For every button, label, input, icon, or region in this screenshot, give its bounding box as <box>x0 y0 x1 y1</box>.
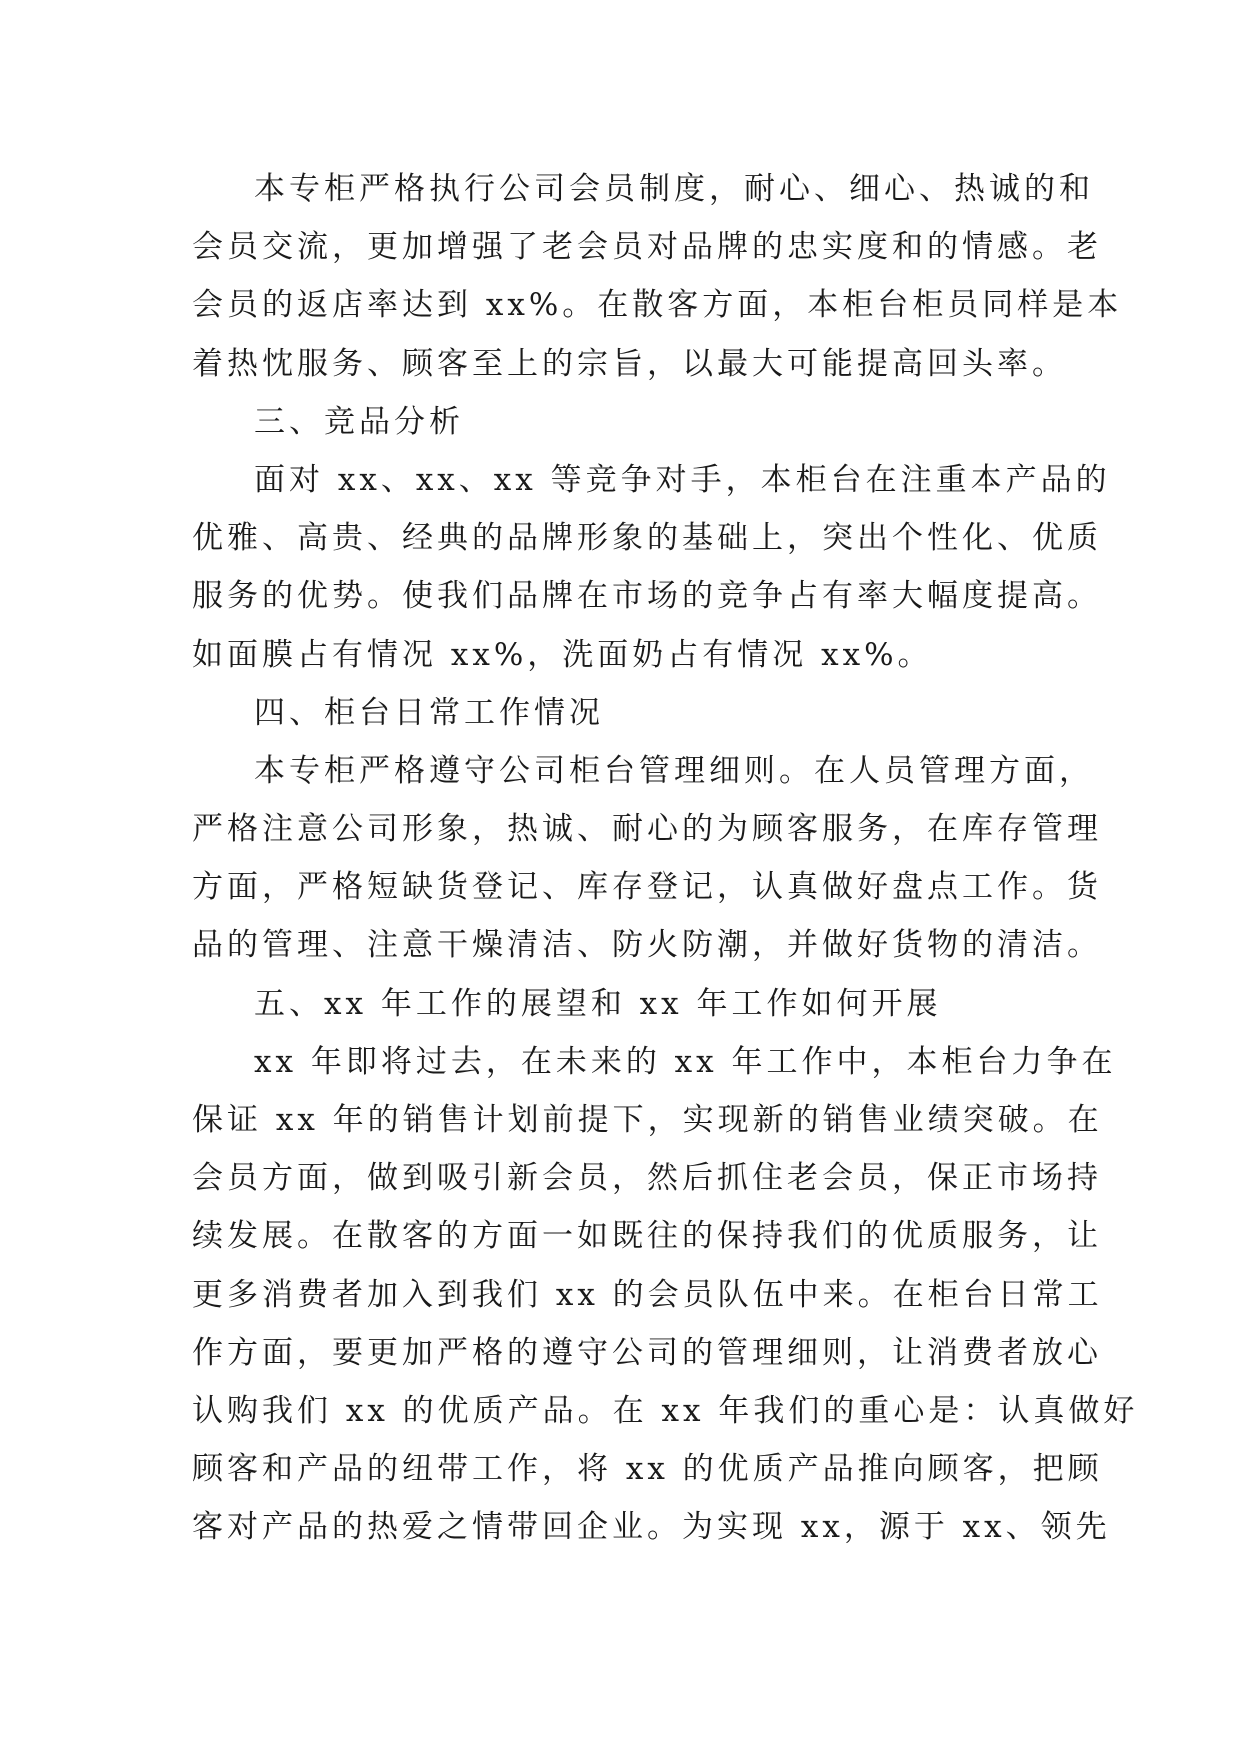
text-line: 严格注意公司形象，热诚、耐心的为顾客服务，在库存管理 <box>192 811 1102 848</box>
text-line: 三、竞品分析 <box>254 403 464 440</box>
text-line: 服务的优势。使我们品牌在市场的竞争占有率大幅度提高。 <box>192 578 1102 615</box>
text-line: 保证 xx 年的销售计划前提下，实现新的销售业绩突破。在 <box>192 1102 1103 1138</box>
document-body <box>192 160 1139 1557</box>
text-line: 四、柜台日常工作情况 <box>254 694 604 731</box>
text-line: 品的管理、注意干燥清洁、防火防潮，并做好货物的清洁。 <box>192 927 1102 964</box>
text-line: 面对 xx、xx、xx 等竞争对手，本柜台在注重本产品的 <box>254 461 1111 498</box>
text-line: 顾客和产品的纽带工作，将 xx 的优质产品推向顾客，把顾 <box>192 1451 1103 1488</box>
text-line: 五、xx 年工作的展望和 xx 年工作如何开展 <box>254 985 942 1022</box>
text-line: 会员交流，更加增强了老会员对品牌的忠实度和的情感。老 <box>192 229 1102 266</box>
text-line: 续发展。在散客的方面一如既往的保持我们的优质服务，让 <box>192 1218 1102 1255</box>
text-line: 优雅、高贵、经典的品牌形象的基础上，突出个性化、优质 <box>192 520 1102 557</box>
text-line: 作方面，要更加严格的遵守公司的管理细则，让消费者放心 <box>192 1334 1102 1371</box>
text-line: xx 年即将过去，在未来的 xx 年工作中，本柜台力争在 <box>254 1043 1117 1080</box>
text-line: 会员方面，做到吸引新会员，然后抓住老会员，保正市场持 <box>192 1160 1102 1197</box>
text-line: 如面膜占有情况 xx%，洗面奶占有情况 xx%。 <box>192 636 933 673</box>
text-line: 客对产品的热爱之情带回企业。为实现 xx，源于 xx、领先 <box>192 1509 1111 1546</box>
text-line: 更多消费者加入到我们 xx 的会员队伍中来。在柜台日常工 <box>192 1276 1103 1313</box>
text-line: 认购我们 xx 的优质产品。在 xx 年我们的重心是：认真做好 <box>192 1392 1139 1429</box>
text-line: 本专柜严格遵守公司柜台管理细则。在人员管理方面， <box>254 752 1094 789</box>
text-line: 方面，严格短缺货登记、库存登记，认真做好盘点工作。货 <box>192 869 1102 906</box>
text-line: 会员的返店率达到 xx%。在散客方面，本柜台柜员同样是本 <box>192 287 1123 324</box>
text-line: 本专柜严格执行公司会员制度，耐心、细心、热诚的和 <box>254 171 1094 207</box>
text-line: 着热忱服务、顾客至上的宗旨，以最大可能提高回头率。 <box>192 345 1067 382</box>
